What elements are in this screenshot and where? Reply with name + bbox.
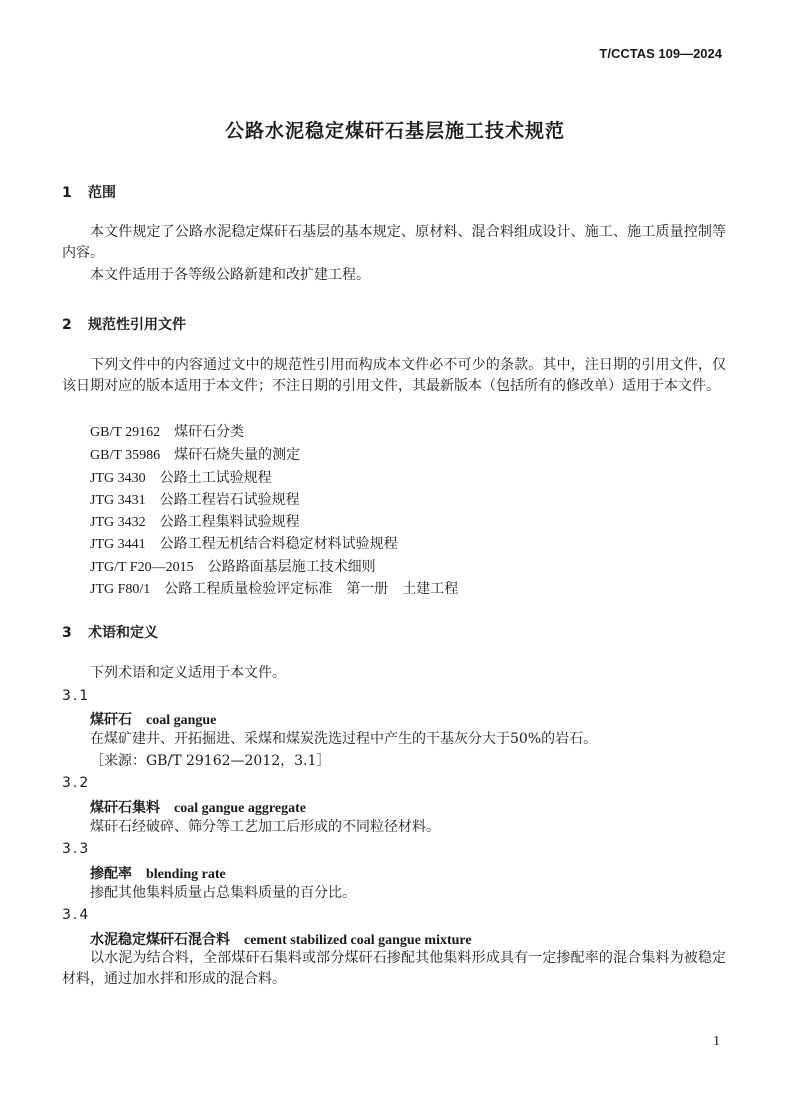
refs-intro-paragraph: 下列文件中的内容通过文中的规范性引用而构成本文件必不可少的条款。其中，注日期的引用文件，仅该日期对应的版本适用于本文件；不注日期的引用文件，其最新版本（包括所有的修改单）适用于本文件。 (62, 357, 726, 394)
reference-title: 公路路面基层施工技术细则 (207, 559, 376, 575)
term-name-en: blending rate (146, 867, 226, 882)
term-number: 3.4 (62, 907, 91, 923)
term-name-cn: 煤矸石 (90, 712, 132, 728)
reference-item (90, 444, 300, 464)
reference-item (90, 533, 398, 553)
reference-code: GB/T 35986 (90, 448, 161, 463)
reference-item (90, 467, 272, 487)
reference-code: JTG F80/1 (90, 582, 151, 597)
scope-paragraph-2: 本文件适用于各等级公路新建和改扩建工程。 (90, 267, 370, 283)
section-number: 2 (62, 317, 72, 333)
reference-title: 公路工程集料试验规程 (159, 514, 300, 530)
term-name-en: cement stabilized coal gangue mixture (244, 933, 472, 948)
reference-code: JTG 3431 (90, 493, 146, 508)
section-1-heading (62, 182, 116, 202)
reference-title: 公路土工试验规程 (159, 470, 272, 486)
reference-item (90, 556, 376, 576)
term-definition: 以水泥为结合料，全部煤矸石集料或部分煤矸石掺配其他集料形成具有一定掺配率的混合集料为被稳定材料，通过加水拌和形成的混合料。 (62, 950, 726, 987)
term-heading (90, 709, 216, 729)
term-source: ［来源：GB/T 29162—2012，3.1］ (90, 753, 331, 769)
term-heading (90, 863, 226, 883)
term-heading (90, 929, 472, 949)
scope-paragraph-1: 本文件规定了公路水泥稳定煤矸石基层的基本规定、原材料、混合料组成设计、施工、施工质量控制等内容。 (62, 224, 726, 261)
reference-code: JTG 3432 (90, 515, 146, 530)
reference-title: 公路工程岩石试验规程 (159, 492, 300, 508)
reference-title: 公路工程无机结合料稳定材料试验规程 (159, 536, 398, 552)
section-title: 规范性引用文件 (88, 317, 186, 333)
term-name-cn: 水泥稳定煤矸石混合料 (90, 932, 230, 948)
page-number: 1 (713, 1034, 720, 1049)
reference-title: 煤矸石烧失量的测定 (174, 447, 301, 463)
reference-item (90, 489, 300, 509)
standard-code: T/CCTAS 109—2024 (599, 46, 722, 61)
reference-title: 煤矸石分类 (174, 424, 245, 440)
reference-title: 公路工程质量检验评定标准 第一册 土建工程 (164, 581, 459, 597)
section-number: 3 (62, 625, 72, 641)
reference-item (90, 511, 300, 531)
terms-intro-paragraph: 下列术语和定义适用于本文件。 (90, 665, 286, 681)
reference-code: JTG/T F20—2015 (90, 560, 194, 575)
term-number: 3.2 (62, 775, 91, 791)
section-number: 1 (62, 185, 72, 201)
term-number: 3.3 (62, 841, 91, 857)
term-definition: 在煤矿建井、开拓掘进、采煤和煤炭洗选过程中产生的干基灰分大于50%的岩石。 (90, 731, 598, 747)
section-title: 术语和定义 (88, 625, 158, 641)
reference-code: GB/T 29162 (90, 425, 161, 440)
document-title: 公路水泥稳定煤矸石基层施工技术规范 (224, 120, 565, 142)
term-definition: 煤矸石经破碎、筛分等工艺加工后形成的不同粒径材料。 (90, 819, 440, 835)
term-number: 3.1 (62, 688, 91, 704)
reference-code: JTG 3441 (90, 537, 146, 552)
reference-item (90, 421, 244, 441)
term-name-cn: 掺配率 (90, 866, 132, 882)
term-definition: 掺配其他集料质量占总集料质量的百分比。 (90, 885, 356, 901)
term-heading (90, 797, 306, 817)
term-name-en: coal gangue aggregate (174, 801, 306, 816)
section-title: 范围 (88, 185, 116, 201)
reference-item (90, 578, 458, 598)
term-name-cn: 煤矸石集料 (90, 800, 160, 816)
section-3-heading (62, 622, 158, 642)
section-2-heading (62, 314, 186, 334)
reference-code: JTG 3430 (90, 471, 146, 486)
term-name-en: coal gangue (146, 713, 217, 728)
